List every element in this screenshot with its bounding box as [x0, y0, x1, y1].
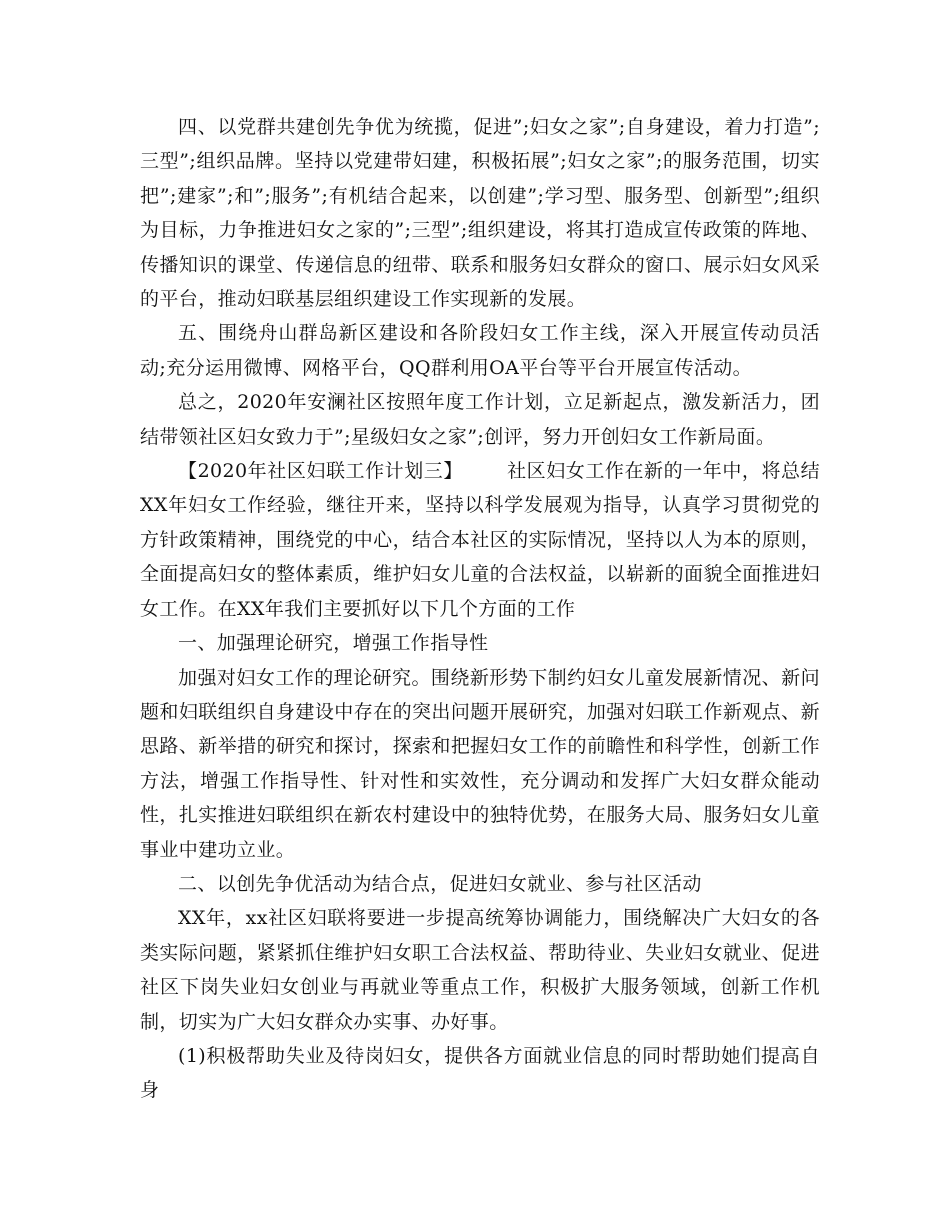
section-intro: 社区妇女工作在新的一年中，将总结XX年妇女工作经验，继往开来，坚持以科学发展观为指导，认真学习贯彻党的方针政策精神，围绕党的中心，结合本社区的实际情况，坚持以人为本的原则，全面提高妇女的整体素质，维护妇女儿童的合法权益，以崭新的面貌全面推进妇女工作。在XX年我们主要抓好以下几个方面的工作 [140, 460, 820, 620]
paragraph-theory-research: 加强对妇女工作的理论研究。围绕新形势下制约妇女儿童发展新情况、新问题和妇联组织自身建设中存在的突出问题开展研究，加强对妇联工作新观点、新思路、新举措的研究和探讨，探索和把握妇女工作的前瞻性和科学性，创新工作方法，增强工作指导性、针对性和实效性，充分调动和发挥广大妇女群众能动性，扎实推进妇联组织在新农村建设中的独特优势，在服务大局、服务妇女儿童事业中建功立业。 [140, 666, 820, 861]
paragraph-employment: XX年，xx社区妇联将要进一步提高统筹协调能力，围绕解决广大妇女的各类实际问题，紧紧抓住维护妇女职工合法权益、帮助待业、失业妇女就业、促进社区下岗失业妇女创业与再就业等重点工作，积极扩大服务领域，创新工作机制，切实为广大妇女群众办实事、办好事。 [140, 907, 820, 1033]
paragraph-section-four: 四、以党群共建创先争优为统揽，促进”;妇女之家”;自身建设，着力打造”;三型”;组织品牌。坚持以党建带妇建，积极拓展”;妇女之家”;的服务范围，切实把”;建家”;和”;服务”;有机结合起来，以创建”;学习型、服务型、创新型”;组织为目标，力争推进妇女之家的”;三型”;组织建设，将其打造成宣传政策的阵地、传播知识的课堂、传递信息的纽带、联系和服务妇女群众的窗口、展示妇女风采的平台，推动妇联基层组织建设工作实现新的发展。 [140, 116, 820, 311]
heading-theory-research: 一、加强理论研究，增强工作指导性 [178, 632, 489, 655]
document-body [140, 110, 820, 1108]
paragraph-item-one: (1)积极帮助失业及待岗妇女，提供各方面就业信息的同时帮助她们提高自身 [140, 1044, 820, 1102]
section-heading: 【2020年社区妇联工作计划三】 [178, 460, 463, 483]
paragraph-section-five: 五、围绕舟山群岛新区建设和各阶段妇女工作主线，深入开展宣传动员活动;充分运用微博、网格平台，QQ群利用OA平台等平台开展宣传活动。 [140, 322, 820, 379]
paragraph-plan-three [140, 454, 820, 626]
paragraph-summary: 总之，2020年安澜社区按照年度工作计划，立足新起点，激发新活力，团结带领社区妇女致力于”;星级妇女之家”;创评，努力开创妇女工作新局面。 [140, 391, 820, 448]
heading-employment: 二、以创先争优活动为结合点，促进妇女就业、参与社区活动 [178, 872, 702, 895]
